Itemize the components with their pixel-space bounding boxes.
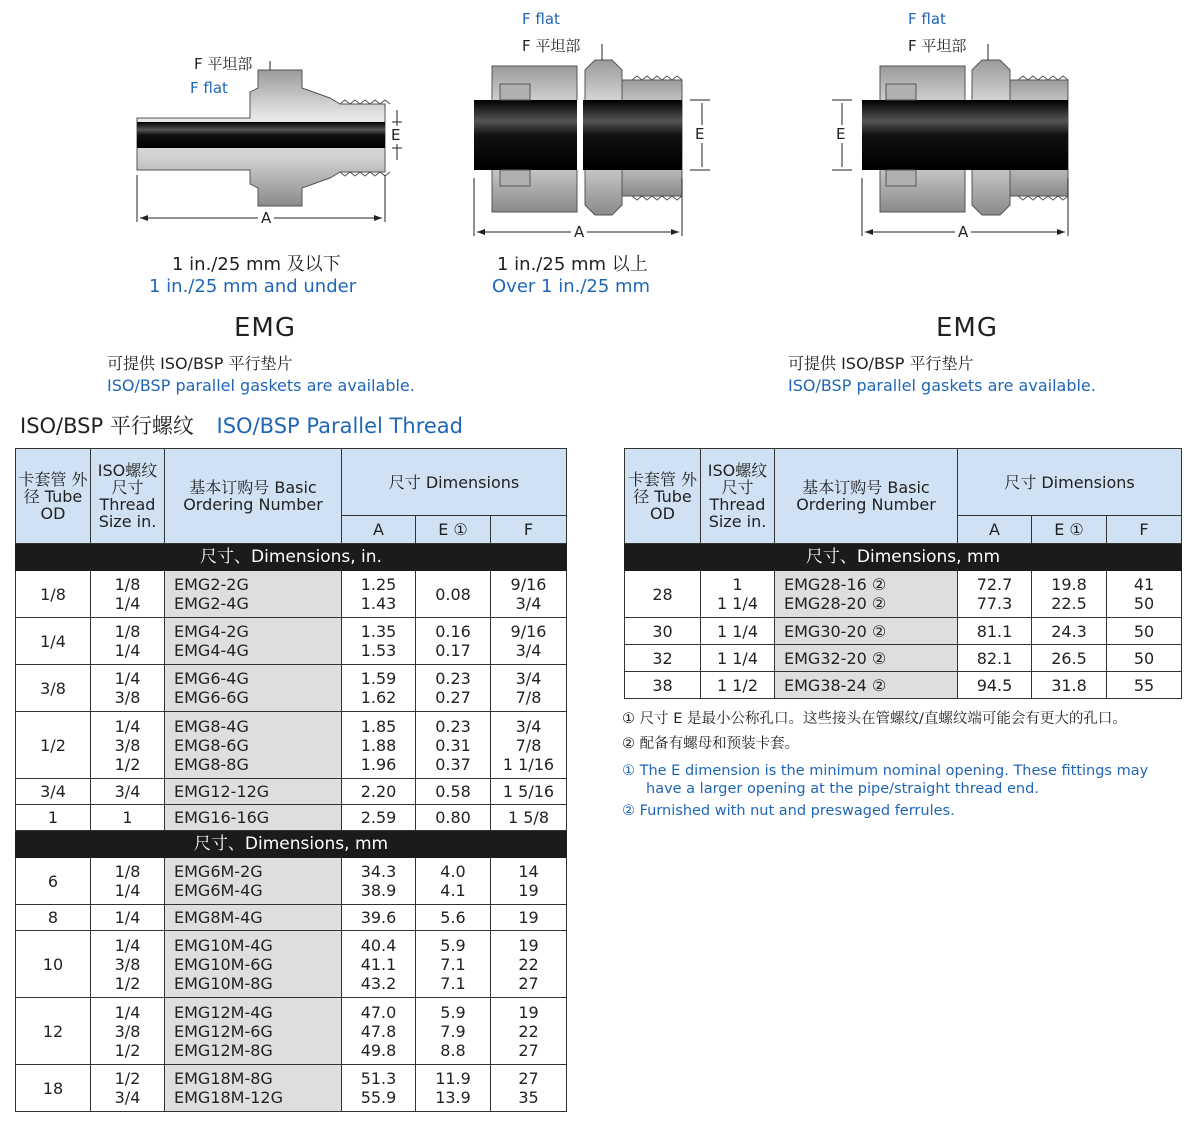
header-f: F [491, 516, 567, 544]
left-dim-a: A [258, 209, 274, 227]
middle-caption-en: Over 1 in./25 mm [492, 276, 651, 297]
cell-thread-size: 1/8 1/4 [91, 618, 165, 665]
left-gasket-en: ISO/BSP parallel gaskets are available. [107, 376, 415, 395]
cell-dim-e: 19.8 22.5 [1032, 571, 1107, 618]
cell-ordering-number: EMG28-16 ② EMG28-20 ② [775, 571, 958, 618]
cell-ordering-number: EMG12M-4G EMG12M-6G EMG12M-8G [165, 998, 342, 1065]
diagram-large-fitting [474, 44, 710, 236]
fitting-diagrams [0, 0, 1200, 245]
cell-ordering-number: EMG8M-4G [165, 905, 342, 931]
left-dimensions-table [15, 448, 567, 1112]
cell-thread-size: 1/4 3/8 1/2 [91, 998, 165, 1065]
cell-dim-a: 34.3 38.9 [342, 858, 416, 905]
cell-dim-e: 0.23 0.31 0.37 [416, 712, 491, 779]
cell-tube-od: 8 [16, 905, 91, 931]
cell-ordering-number: EMG30-20 ② [775, 618, 958, 645]
cell-tube-od: 10 [16, 931, 91, 998]
cell-dim-f: 1 5/8 [491, 805, 567, 831]
cell-dim-e: 5.9 7.9 8.8 [416, 998, 491, 1065]
cell-ordering-number: EMG2-2G EMG2-4G [165, 571, 342, 618]
table-row [625, 618, 1182, 645]
section-band-label: 尺寸、Dimensions, mm [625, 544, 1182, 571]
right-dimensions-table [624, 448, 1182, 699]
cell-thread-size: 1/2 3/4 [91, 1065, 165, 1112]
header-a: A [958, 516, 1032, 544]
left-flat-cn: F 平坦部 [194, 55, 253, 73]
cell-dim-f: 14 19 [491, 858, 567, 905]
cell-dim-e: 0.08 [416, 571, 491, 618]
cell-thread-size: 1 [91, 805, 165, 831]
right-gasket-cn: 可提供 ISO/BSP 平行垫片 [788, 354, 974, 373]
cell-dim-a: 40.4 41.1 43.2 [342, 931, 416, 998]
middle-flat-cn: F 平坦部 [522, 37, 581, 55]
cell-ordering-number: EMG32-20 ② [775, 645, 958, 672]
cell-dim-e: 0.58 [416, 779, 491, 805]
right-dim-e: E [836, 125, 846, 143]
table-row [16, 931, 567, 998]
middle-flat-en: F flat [522, 10, 560, 28]
table-row [625, 672, 1182, 699]
middle-caption-cn: 1 in./25 mm 以上 [497, 254, 648, 275]
right-flat-en: F flat [908, 10, 946, 28]
cell-thread-size: 1/4 3/8 1/2 [91, 931, 165, 998]
cell-dim-a: 1.25 1.43 [342, 571, 416, 618]
diagram-large-fitting-right [832, 44, 1068, 236]
left-flat-en: F flat [190, 79, 228, 97]
table-row [16, 998, 567, 1065]
footnote-1-cn: ① 尺寸 E 是最小公称孔口。这些接头在管螺纹/直螺纹端可能会有更大的孔口。 [622, 711, 1127, 727]
cell-dim-f: 19 22 27 [491, 931, 567, 998]
cell-ordering-number: EMG12-12G [165, 779, 342, 805]
table-row [625, 645, 1182, 672]
cell-ordering-number: EMG6M-2G EMG6M-4G [165, 858, 342, 905]
cell-dim-a: 82.1 [958, 645, 1032, 672]
cell-ordering-number: EMG38-24 ② [775, 672, 958, 699]
footnote-1-en-cont: have a larger opening at the pipe/straight thread end. [646, 781, 1039, 797]
section-title [20, 410, 463, 440]
cell-dim-f: 55 [1107, 672, 1182, 699]
header-a: A [342, 516, 416, 544]
left-model-name: EMG [234, 313, 297, 343]
cell-dim-e: 31.8 [1032, 672, 1107, 699]
middle-dim-e: E [695, 125, 705, 143]
header-thread-size: ISO螺纹 尺寸 Thread Size in. [701, 449, 775, 544]
cell-dim-f: 19 22 27 [491, 998, 567, 1065]
cell-thread-size: 1 1/2 [701, 672, 775, 699]
section-band-label: 尺寸、Dimensions, in. [16, 544, 567, 571]
cell-dim-f: 3/4 7/8 [491, 665, 567, 712]
table-section-band [16, 831, 567, 858]
header-ordering-number: 基本订购号 Basic Ordering Number [775, 449, 958, 544]
cell-dim-a: 1.35 1.53 [342, 618, 416, 665]
cell-dim-e: 4.0 4.1 [416, 858, 491, 905]
table-section-band [625, 544, 1182, 571]
cell-dim-f: 1 5/16 [491, 779, 567, 805]
diagram-small-fitting [137, 61, 402, 222]
cell-tube-od: 3/8 [16, 665, 91, 712]
cell-dim-f: 3/4 7/8 1 1/16 [491, 712, 567, 779]
cell-tube-od: 32 [625, 645, 701, 672]
cell-dim-e: 0.80 [416, 805, 491, 831]
cell-ordering-number: EMG16-16G [165, 805, 342, 831]
cell-tube-od: 1 [16, 805, 91, 831]
cell-dim-e: 24.3 [1032, 618, 1107, 645]
cell-dim-f: 41 50 [1107, 571, 1182, 618]
right-flat-cn: F 平坦部 [908, 37, 967, 55]
cell-tube-od: 3/4 [16, 779, 91, 805]
cell-dim-e: 26.5 [1032, 645, 1107, 672]
header-dimensions: 尺寸 Dimensions [342, 449, 567, 516]
section-title-en: ISO/BSP Parallel Thread [216, 414, 463, 438]
cell-tube-od: 6 [16, 858, 91, 905]
cell-dim-e: 5.9 7.1 7.1 [416, 931, 491, 998]
cell-dim-a: 72.7 77.3 [958, 571, 1032, 618]
table-row [625, 571, 1182, 618]
cell-thread-size: 1 1 1/4 [701, 571, 775, 618]
header-e: E ① [416, 516, 491, 544]
cell-dim-e: 5.6 [416, 905, 491, 931]
cell-dim-a: 2.59 [342, 805, 416, 831]
table-row [16, 779, 567, 805]
middle-dim-a: A [571, 223, 587, 241]
table-section-band [16, 544, 567, 571]
cell-thread-size: 1 1/4 [701, 645, 775, 672]
header-tube-od: 卡套管 外径 Tube OD [16, 449, 91, 544]
cell-dim-a: 2.20 [342, 779, 416, 805]
header-thread-size: ISO螺纹 尺寸 Thread Size in. [91, 449, 165, 544]
cell-thread-size: 3/4 [91, 779, 165, 805]
cell-tube-od: 38 [625, 672, 701, 699]
table-row [16, 665, 567, 712]
header-f: F [1107, 516, 1182, 544]
cell-tube-od: 30 [625, 618, 701, 645]
left-dim-e: E [391, 126, 401, 144]
header-dimensions: 尺寸 Dimensions [958, 449, 1182, 516]
cell-tube-od: 1/8 [16, 571, 91, 618]
cell-tube-od: 18 [16, 1065, 91, 1112]
table-row [16, 712, 567, 779]
footnote-2-en: ② Furnished with nut and preswaged ferrules. [622, 803, 955, 819]
cell-dim-a: 81.1 [958, 618, 1032, 645]
header-ordering-number: 基本订购号 Basic Ordering Number [165, 449, 342, 544]
cell-thread-size: 1/4 3/8 1/2 [91, 712, 165, 779]
footnote-1-mark: ① [1069, 520, 1084, 539]
cell-dim-a: 1.59 1.62 [342, 665, 416, 712]
table-row [16, 1065, 567, 1112]
cell-dim-f: 9/16 3/4 [491, 571, 567, 618]
cell-tube-od: 1/2 [16, 712, 91, 779]
cell-dim-a: 47.0 47.8 49.8 [342, 998, 416, 1065]
table-row [16, 571, 567, 618]
cell-dim-f: 50 [1107, 618, 1182, 645]
cell-thread-size: 1/8 1/4 [91, 571, 165, 618]
cell-dim-f: 19 [491, 905, 567, 931]
cell-thread-size: 1 1/4 [701, 618, 775, 645]
section-band-label: 尺寸、Dimensions, mm [16, 831, 567, 858]
footnote-1-en: ① The E dimension is the minimum nominal opening. These fittings may [622, 763, 1149, 779]
cell-dim-f: 9/16 3/4 [491, 618, 567, 665]
cell-thread-size: 1/8 1/4 [91, 858, 165, 905]
table-row [16, 805, 567, 831]
cell-dim-a: 39.6 [342, 905, 416, 931]
footnote-1-mark: ① [453, 520, 468, 539]
cell-ordering-number: EMG4-2G EMG4-4G [165, 618, 342, 665]
right-gasket-en: ISO/BSP parallel gaskets are available. [788, 376, 1096, 395]
cell-dim-a: 51.3 55.9 [342, 1065, 416, 1112]
cell-dim-e: 11.9 13.9 [416, 1065, 491, 1112]
left-caption-cn: 1 in./25 mm 及以下 [172, 254, 341, 275]
cell-dim-a: 1.85 1.88 1.96 [342, 712, 416, 779]
right-dim-a: A [955, 223, 971, 241]
header-e: E ① [1032, 516, 1107, 544]
cell-tube-od: 28 [625, 571, 701, 618]
table-row [16, 618, 567, 665]
cell-ordering-number: EMG6-4G EMG6-6G [165, 665, 342, 712]
header-tube-od: 卡套管 外径 Tube OD [625, 449, 701, 544]
right-model-name: EMG [936, 313, 999, 343]
table-row [16, 905, 567, 931]
footnote-2-cn: ② 配备有螺母和预装卡套。 [622, 736, 800, 752]
cell-dim-a: 94.5 [958, 672, 1032, 699]
cell-dim-e: 0.16 0.17 [416, 618, 491, 665]
cell-thread-size: 1/4 3/8 [91, 665, 165, 712]
cell-dim-f: 27 35 [491, 1065, 567, 1112]
cell-tube-od: 12 [16, 998, 91, 1065]
left-gasket-cn: 可提供 ISO/BSP 平行垫片 [107, 354, 293, 373]
table-row [16, 858, 567, 905]
cell-tube-od: 1/4 [16, 618, 91, 665]
cell-ordering-number: EMG18M-8G EMG18M-12G [165, 1065, 342, 1112]
section-title-cn: ISO/BSP 平行螺纹 [20, 414, 194, 438]
left-caption-en: 1 in./25 mm and under [149, 276, 357, 297]
cell-thread-size: 1/4 [91, 905, 165, 931]
cell-dim-e: 0.23 0.27 [416, 665, 491, 712]
cell-dim-f: 50 [1107, 645, 1182, 672]
cell-ordering-number: EMG10M-4G EMG10M-6G EMG10M-8G [165, 931, 342, 998]
cell-ordering-number: EMG8-4G EMG8-6G EMG8-8G [165, 712, 342, 779]
